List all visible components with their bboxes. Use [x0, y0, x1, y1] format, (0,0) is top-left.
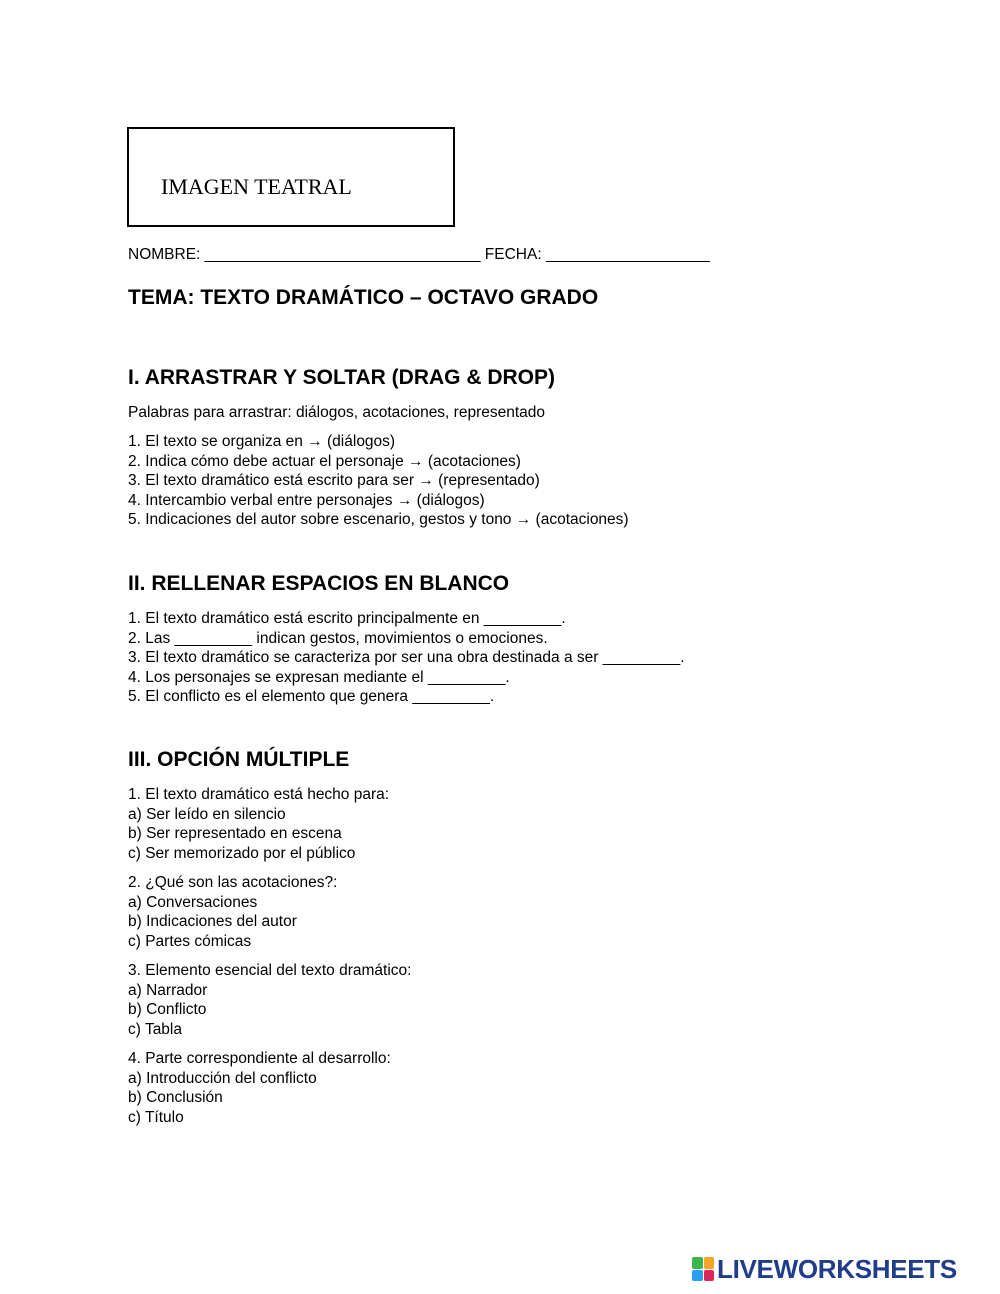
name-date-line: NOMBRE: ________________________________ FECHA: ___________________ — [128, 246, 710, 263]
option-b: b) Conflicto — [128, 1001, 207, 1019]
list-item: 5. El conflicto es el elemento que genera _________. — [128, 688, 495, 706]
section-3-title: III. OPCIÓN MÚLTIPLE — [128, 748, 350, 771]
page-title: TEMA: TEXTO DRAMÁTICO – OCTAVO GRADO — [128, 286, 599, 309]
question-text: 3. Elemento esencial del texto dramático: — [128, 962, 412, 979]
list-item: 3. El texto dramático se caracteriza por ser una obra destinada a ser _________. — [128, 649, 685, 667]
section-1-items — [128, 432, 629, 530]
list-item: 4. Intercambio verbal entre personajes → (diálogos) — [128, 491, 485, 509]
option-a: a) Narrador — [128, 981, 208, 999]
drag-words-line: Palabras para arrastrar: diálogos, acotaciones, representado — [128, 404, 546, 421]
logo-tile — [692, 1257, 703, 1269]
list-item: 5. Indicaciones del autor sobre escenario, gestos y tono → (acotaciones) — [128, 511, 629, 529]
list-item: 4. Los personajes se expresan mediante el _________. — [128, 668, 510, 686]
logo-tile — [692, 1270, 703, 1282]
option-a: a) Ser leído en silencio — [128, 805, 286, 823]
question-4 — [128, 1049, 391, 1127]
question-text: 4. Parte correspondiente al desarrollo: — [128, 1050, 391, 1067]
option-b: b) Indicaciones del autor — [128, 913, 297, 931]
section-1-title: I. ARRASTRAR Y SOLTAR (DRAG & DROP) — [128, 366, 556, 389]
header-image-box — [127, 127, 455, 227]
question-text: 1. El texto dramático está hecho para: — [128, 786, 390, 803]
section-2-items — [128, 609, 685, 707]
list-item: 1. El texto se organiza en → (diálogos) — [128, 433, 396, 450]
question-3 — [128, 961, 411, 1039]
logo-tile — [704, 1270, 715, 1282]
section-1-words — [128, 403, 545, 423]
list-item: 2. Las _________ indican gestos, movimientos o emociones. — [128, 629, 548, 647]
option-b: b) Conclusión — [128, 1089, 223, 1107]
liveworksheets-logo — [692, 1254, 957, 1284]
question-2 — [128, 873, 337, 951]
question-text: 2. ¿Qué son las acotaciones?: — [128, 874, 338, 891]
list-item: 1. El texto dramático está escrito principalmente en _________. — [128, 610, 566, 627]
logo-mark-icon — [692, 1257, 714, 1281]
header-image-label: IMAGEN TEATRAL — [161, 174, 352, 199]
list-item: 3. El texto dramático está escrito para ser → (representado) — [128, 472, 540, 490]
option-a: a) Introducción del conflicto — [128, 1069, 317, 1087]
option-c: c) Ser memorizado por el público — [128, 844, 356, 862]
logo-text: LIVEWORKSHEETS — [717, 1253, 957, 1284]
option-c: c) Tabla — [128, 1020, 182, 1038]
section-2-title: II. RELLENAR ESPACIOS EN BLANCO — [128, 572, 510, 595]
option-b: b) Ser representado en escena — [128, 825, 342, 843]
option-a: a) Conversaciones — [128, 893, 258, 911]
question-1 — [128, 785, 389, 863]
logo-tile — [704, 1257, 715, 1269]
option-c: c) Partes cómicas — [128, 932, 252, 950]
list-item: 2. Indica cómo debe actuar el personaje → (acotaciones) — [128, 452, 521, 470]
option-c: c) Título — [128, 1108, 184, 1126]
